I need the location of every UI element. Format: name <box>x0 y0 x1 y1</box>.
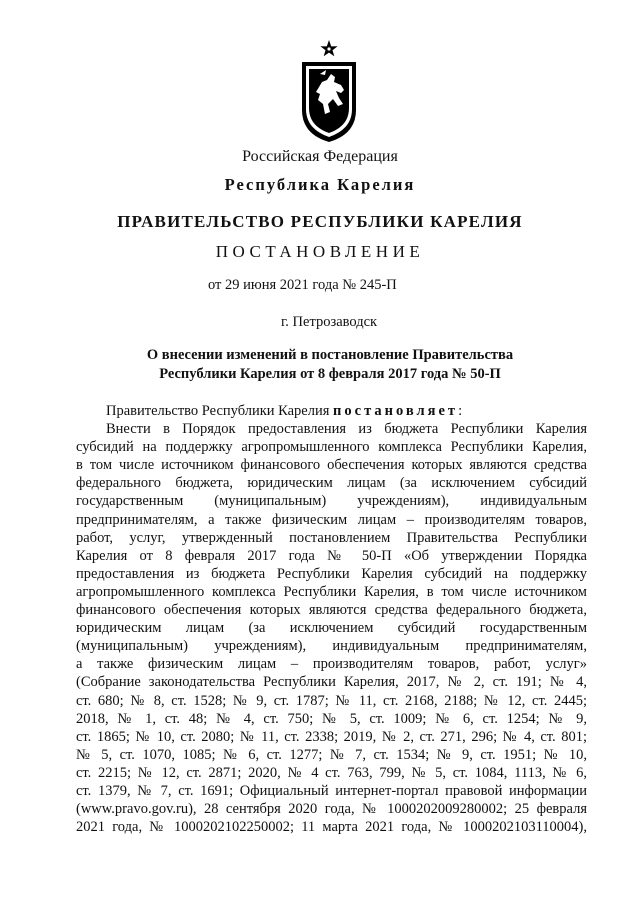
paragraph-line: юридическим лицам (за исключением субсидий государственным <box>76 620 587 637</box>
paragraph-line: в том числе источником финансового обеспечения которых являются средства <box>76 457 587 474</box>
paragraph-line: ст. 1379, № 7, ст. 1691; Официальный интернет-портал правовой информации <box>76 782 587 799</box>
subject-line: Республики Карелия от 8 февраля 2017 года № 50-П <box>159 366 501 382</box>
paragraph-line: Внести в Порядок предоставления из бюджета Республики Карелия <box>106 421 587 438</box>
paragraph-line: (муниципальным) учреждениям), индивидуальным предпринимателям, <box>76 638 587 655</box>
paragraph-line: ст. 1865; № 10, ст. 2080; № 11, ст. 2338; 2019, № 2, ст. 271, 296; № 4, ст. 801; <box>76 728 587 745</box>
paragraph-line: государственным (муниципальным) учреждениям), индивидуальным <box>76 493 587 510</box>
government-title: ПРАВИТЕЛЬСТВО РЕСПУБЛИКИ КАРЕЛИЯ <box>117 212 523 231</box>
intro-line <box>76 402 587 420</box>
paragraph-line: (Собрание законодательства Республики Карелия, 2017, № 2, ст. 191; № 4, <box>76 674 587 691</box>
paragraph-line: предоставления из бюджета Республики Карелия субсидий на поддержку <box>76 565 587 582</box>
intro-suffix: : <box>458 403 463 419</box>
intro-prefix: Правительство Республики Карелия <box>106 403 334 419</box>
paragraph-line: Карелия от 8 февраля 2017 года № 50-П «Об утверждении Порядка <box>76 547 587 564</box>
subject-line: О внесении изменений в постановление Правительства <box>146 347 514 363</box>
document-type: ПОСТАНОВЛЕНИЕ <box>215 242 425 261</box>
paragraph-line: финансового обеспечения которых являются средства федерального бюджета, <box>76 602 587 619</box>
karelia-coat-of-arms-icon <box>300 40 358 144</box>
country-name: Российская Федерация <box>242 148 398 165</box>
paragraph-line: (www.pravo.gov.ru), 28 сентября 2020 года, № 1000202009280002; 25 февраля <box>76 801 587 818</box>
paragraph-line: субсидий на поддержку агропромышленного комплекса Республики Карелия, <box>76 439 587 456</box>
paragraph-line: № 5, ст. 1070, 1085; № 6, ст. 1277; № 7, ст. 1534; № 9, ст. 1951; № 10, <box>76 746 587 763</box>
document-subject <box>100 346 560 384</box>
paragraph-line: предпринимателям, а также физическим лицам – производителям товаров, <box>76 511 587 528</box>
document-date-number: от 29 июня 2021 года № 245-П <box>208 277 397 293</box>
intro-emphasis: постановляет <box>333 403 459 419</box>
paragraph-line: 2018, № 1, ст. 48; № 4, ст. 750; № 5, ст. 1009; № 6, ст. 1254; № 9, <box>76 710 587 727</box>
paragraph-line: ст. 2215; № 12, ст. 2871; 2020, № 4 ст. 763, 799, № 5, ст. 1084, 1113, № 6, <box>76 764 587 781</box>
paragraph-line: агропромышленного комплекса Республики Карелия, в том числе источником <box>76 583 587 600</box>
republic-name: Республика Карелия <box>224 175 416 194</box>
issue-city: г. Петрозаводск <box>281 314 378 330</box>
paragraph-line: а также физическим лицам – производителям товаров, работ, услуг» <box>76 656 587 673</box>
paragraph-line: федерального бюджета, юридическим лицам (за исключением субсидий <box>76 475 587 492</box>
paragraph-line: ст. 680; № 8, ст. 1528; № 9, ст. 1787; № 11, ст. 2168, 2188; № 12, ст. 2445; <box>76 692 587 709</box>
paragraph-line: работ, услуг, утвержденный постановлением Правительства Республики <box>76 529 587 546</box>
paragraph-line: 2021 года, № 1000202102250002; 11 марта 2021 года, № 1000202103110004), <box>76 819 587 836</box>
document-body <box>76 402 587 836</box>
